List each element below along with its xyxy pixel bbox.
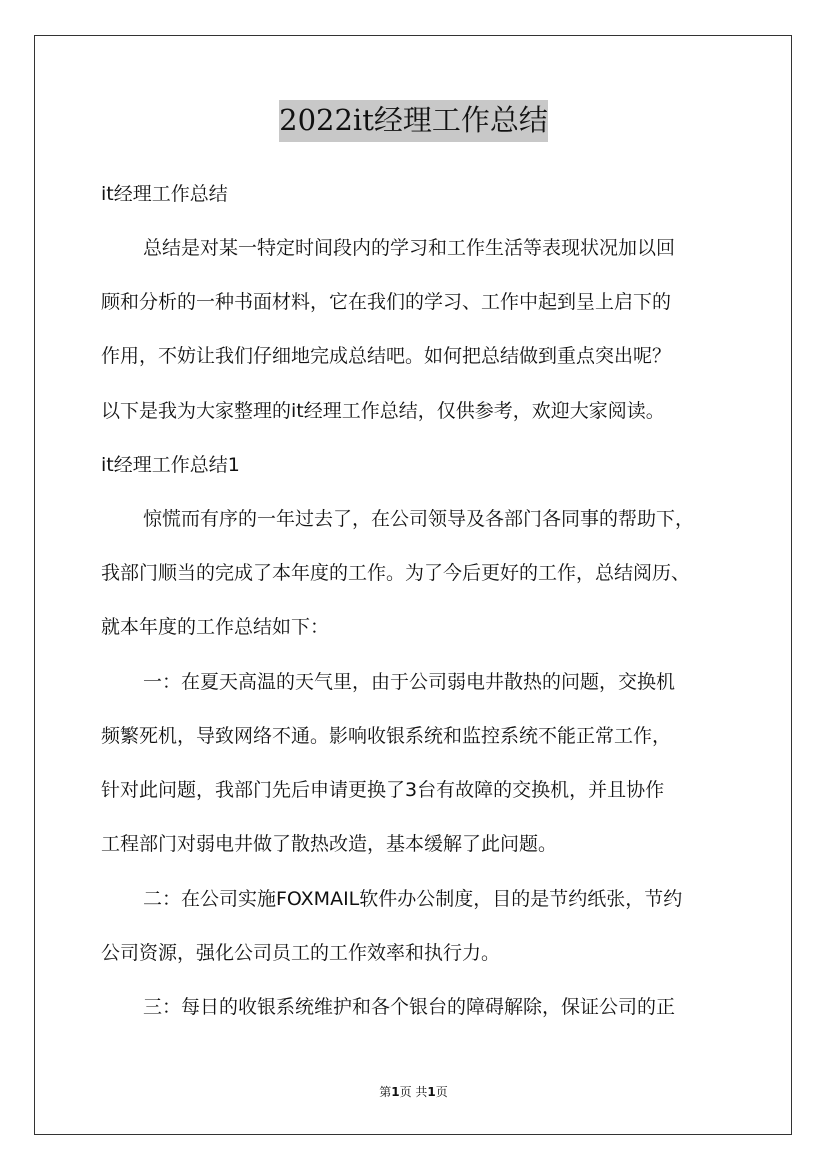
paragraph-line: 三：每日的收银系统维护和各个银台的障碍解除，保证公司的正 — [143, 996, 676, 1018]
document-title-wrap — [0, 100, 827, 142]
page-mid: 页 共 — [399, 1085, 428, 1099]
paragraph-line: 顾和分析的一种书面材料，它在我们的学习、工作中起到呈上启下的 — [101, 291, 672, 313]
paragraph-line: 公司资源，强化公司员工的工作效率和执行力。 — [101, 942, 501, 964]
document-title: 2022it经理工作总结 — [279, 100, 548, 142]
page-total: 1 — [427, 1085, 436, 1099]
paragraph-line: 惊慌而有序的一年过去了，在公司领导及各部门各同事的帮助下， — [143, 508, 695, 530]
paragraph-line: 我部门顺当的完成了本年度的工作。为了今后更好的工作，总结阅历、 — [101, 562, 691, 584]
paragraph-line: 针对此问题，我部门先后申请更换了3台有故障的交换机，并且协作 — [101, 779, 665, 801]
paragraph-line: 二：在公司实施FOXMAIL软件办公制度，目的是节约纸张，节约 — [143, 888, 683, 910]
page-suffix: 页 — [435, 1085, 448, 1099]
page-footer — [0, 1083, 827, 1100]
section-heading: it经理工作总结1 — [101, 454, 240, 476]
paragraph-line: 一：在夏天高温的天气里，由于公司弱电井散热的问题，交换机 — [143, 671, 676, 693]
paragraph-line: 频繁死机，导致网络不通。影响收银系统和监控系统不能正常工作， — [101, 725, 672, 747]
paragraph-line: 工程部门对弱电井做了散热改造，基本缓解了此问题。 — [101, 833, 558, 855]
paragraph-line: 以下是我为大家整理的it经理工作总结，仅供参考，欢迎大家阅读。 — [101, 400, 665, 422]
paragraph-line: 就本年度的工作总结如下： — [101, 616, 330, 638]
paragraph-line: 作用，不妨让我们仔细地完成总结吧。如何把总结做到重点突出呢？ — [101, 345, 672, 367]
paragraph-line: 总结是对某一特定时间段内的学习和工作生活等表现状况加以回 — [143, 237, 676, 259]
page-current: 1 — [391, 1085, 400, 1099]
page-prefix: 第 — [379, 1085, 392, 1099]
section-heading: it经理工作总结 — [101, 183, 228, 205]
